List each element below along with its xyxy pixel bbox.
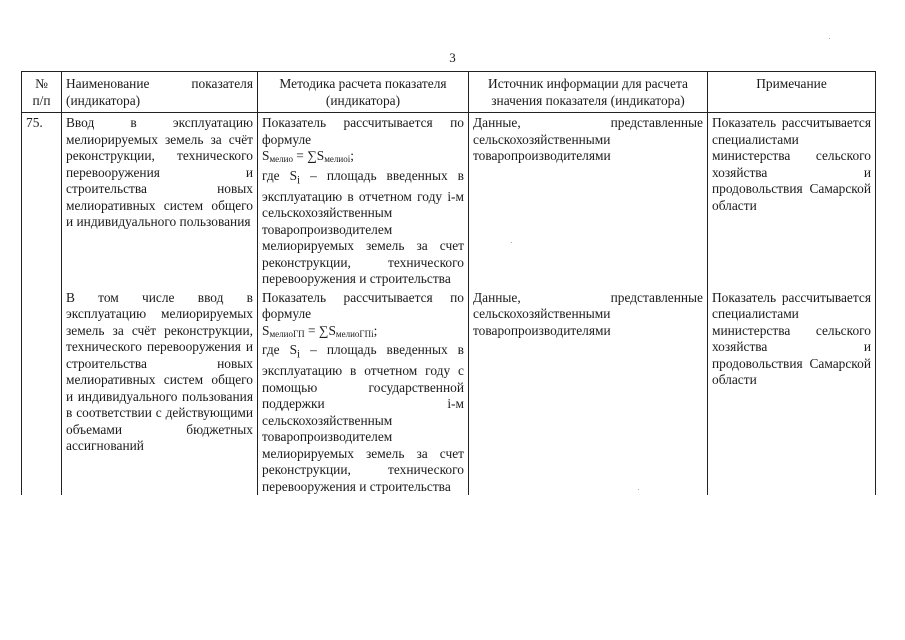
formula: $S_{мелиоГП} = \sum S_{мелиоГПi}$; (262, 322, 378, 339)
info-source: Данные, представленные сельскохозяйственными товаропроизводителями (469, 288, 708, 496)
header-calculation-method: Методика расчета показателя (индикатора) (258, 72, 469, 113)
row-number (22, 288, 62, 496)
header-info-source: Источник информации для расчета значения показателя (индикатора) (469, 72, 708, 113)
header-number: № п/п (22, 72, 62, 113)
indicators-table (21, 71, 876, 495)
method-description: где $S_i$ – площадь введенных в эксплуатацию в отчетном году с помощью государственной поддержки i-м сельскохозяйственным товаропроизводителем мелиорируемых земель за счет реконструкции, технического перевооружения и строительства (262, 342, 464, 494)
page-number: 3 (449, 50, 456, 65)
table-row (22, 113, 876, 288)
formula: $S_{мелио} = \sum S_{мелиоi}$; (262, 148, 354, 164)
table-header-row (22, 72, 876, 113)
note: Показатель рассчитывается специалистами министерства сельского хозяйства и продовольствия Самарской области (708, 288, 876, 496)
row-number: 75. (22, 113, 62, 288)
note: Показатель рассчитывается специалистами министерства сельского хозяйства и продовольствия Самарской области (708, 113, 876, 288)
header-indicator-name: Наименование показателя (индикатора) (62, 72, 258, 113)
header-note: Примечание (708, 72, 876, 113)
scan-speck (829, 38, 830, 39)
indicator-name: В том числе ввод в эксплуатацию мелиорируемых земель за счёт реконструкции, технического перевооружения и строительства новых мелиоративных систем общего и индивидуального пользования в соответствии с действующими объемами бюджетных ассигнований (62, 288, 258, 496)
method-description: где $S_i$ – площадь введенных в эксплуатацию в отчетном году i-м сельскохозяйственным товаропроизводителем мелиорируемых земель за счет реконструкции, технического перевооружения и строительства (262, 167, 464, 287)
scan-speck (638, 489, 639, 490)
calculation-method (258, 288, 469, 496)
scan-speck (511, 242, 512, 243)
calculation-method (258, 113, 469, 288)
method-intro: Показатель рассчитывается по формуле (262, 115, 464, 147)
method-intro: Показатель рассчитывается по формуле (262, 289, 464, 322)
indicator-name: Ввод в эксплуатацию мелиорируемых земель за счёт реконструкции, технического перевооружения и строительства новых мелиоративных систем общего и индивидуального пользования (62, 113, 258, 288)
info-source: Данные, представленные сельскохозяйственными товаропроизводителями (469, 113, 708, 288)
table-row (22, 288, 876, 496)
